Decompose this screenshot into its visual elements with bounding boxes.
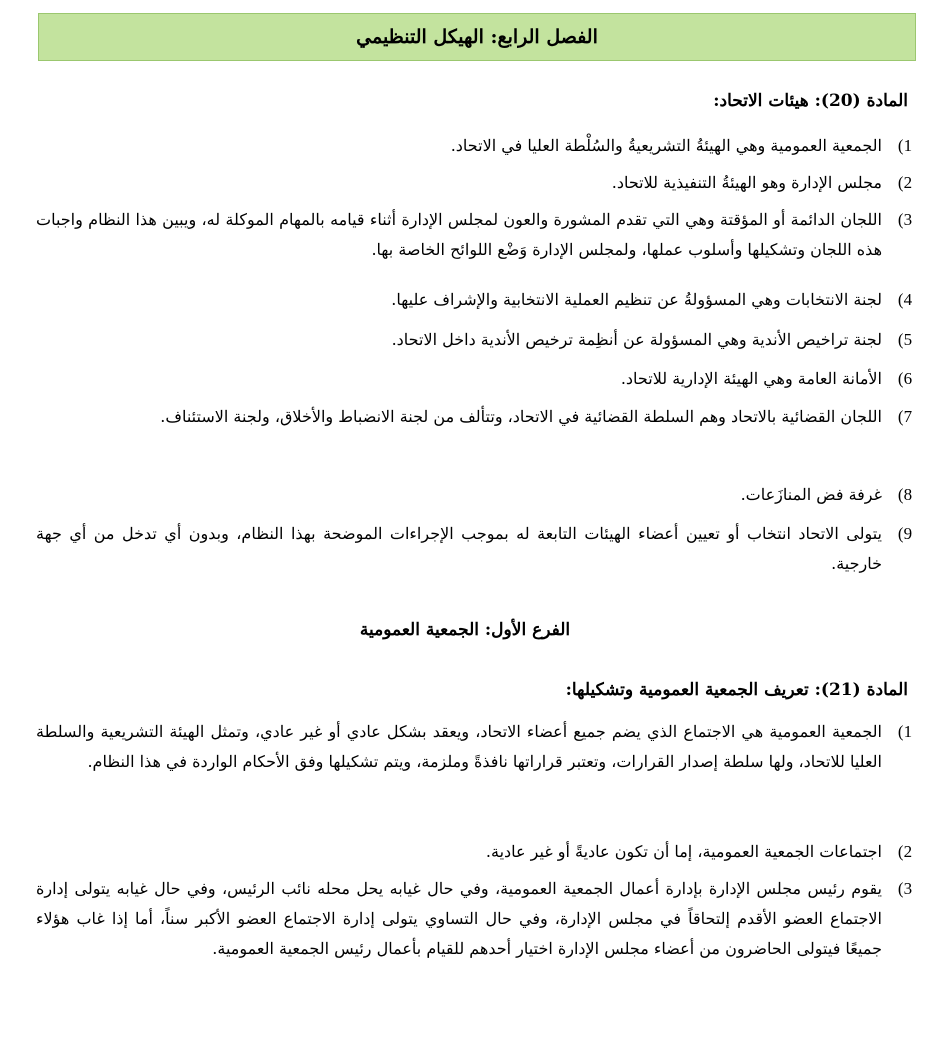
item-number: 1) [897, 136, 913, 155]
item-text: اجتماعات الجمعية العمومية، إما أن تكون عاديةً أو غير عادية. [485, 842, 882, 861]
item-text: لجنة تراخيص الأندية وهي المسؤولة عن أنظِمة ترخيص الأندية داخل الاتحاد. [391, 330, 882, 349]
article-20-item-5 [36, 325, 916, 355]
article-21-item-1 [36, 717, 916, 777]
article-21-item-3 [36, 874, 916, 964]
item-number: 2) [897, 842, 913, 861]
item-text: لجنة الانتخابات وهي المسؤولةُ عن تنظيم العملية الانتخابية والإشراف عليها. [391, 290, 882, 309]
item-text: يقوم رئيس مجلس الإدارة بإدارة أعمال الجمعية العمومية، وفي حال غيابه يحل محله نائب الرئيس، وفي حال غيابه يتولى إدارة الاجتماع العضو الأقدم إلتحاقاً في مجلس الإدارة، وفي حال التساوي يتولى إدارة الاجتماع العضو الأكبر سناً، أما إذا غاب هؤلاء جميعًا فيتولى الحاضرون من أعضاء مجلس الإدارة اختيار أحدهم للقيام بأعمال رئيس الجمعية العمومية. [36, 879, 883, 958]
item-text: غرفة فض المنازَعات. [740, 485, 882, 504]
item-text: اللجان الدائمة أو المؤقتة وهي التي تقدم المشورة والعون لمجلس الإدارة أثناء قيامه بالمهام الموكلة له، ويبين هذا النظام واجبات هذه اللجان وتشكيلها وأسلوب عملها، ولمجلس الإدارة وَضْع اللوائح الخاصة بها. [36, 210, 882, 259]
item-number: 9) [897, 524, 913, 543]
article-20-item-4 [36, 285, 916, 315]
item-number: 5) [897, 330, 913, 349]
section-1-title: الفرع الأول: الجمعية العمومية [359, 620, 571, 640]
article-20-item-2 [36, 168, 916, 198]
chapter-title: الفصل الرابع: الهيكل التنظيمي [356, 26, 598, 48]
item-number: 7) [897, 407, 913, 426]
article-20-item-7 [36, 402, 916, 432]
item-number: 3) [897, 879, 913, 898]
item-text: الجمعية العمومية وهي الهيئةُ التشريعيةُ والسُلْطة العليا في الاتحاد. [450, 136, 882, 155]
article-20-item-6 [36, 364, 916, 394]
chapter-header [38, 13, 916, 61]
item-number: 4) [897, 290, 913, 309]
article-20-item-1 [36, 131, 916, 161]
article-20-item-8 [36, 480, 916, 510]
item-text: يتولى الاتحاد انتخاب أو تعيين أعضاء الهيئات التابعة له بموجب الإجراءات الموضحة بهذا النظام، وبدون أي تدخل من أي جهة خارجية. [36, 524, 882, 573]
article-20-title: المادة (20): هيئات الاتحاد: [713, 91, 908, 111]
item-text: الجمعية العمومية هي الاجتماع الذي يضم جميع أعضاء الاتحاد، ويعقد بشكل عادي أو غير عادي، وتمثل الهيئة التشريعية والسلطة العليا للاتحاد، ولها سلطة إصدار القرارات، وتعتبر قراراتها نافذةً وملزمة، ويتم تشكيلها وفق الأحكام الواردة في هذا النظام. [36, 722, 882, 771]
item-text: اللجان القضائية بالاتحاد وهم السلطة القضائية في الاتحاد، وتتألف من لجنة الانضباط والأخلاق، ولجنة الاستئناف. [160, 407, 882, 426]
item-text: الأمانة العامة وهي الهيئة الإدارية للاتحاد. [620, 369, 882, 388]
article-20-item-9 [36, 519, 916, 579]
item-text: مجلس الإدارة وهو الهيئةُ التنفيذية للاتحاد. [611, 173, 882, 192]
article-21-title: المادة (21): تعريف الجمعية العمومية وتشكيلها: [565, 680, 908, 700]
article-21-item-2 [36, 837, 916, 867]
item-number: 3) [897, 210, 913, 229]
item-number: 6) [897, 369, 913, 388]
item-number: 1) [897, 722, 913, 741]
item-number: 8) [897, 485, 913, 504]
item-number: 2) [897, 173, 913, 192]
article-20-item-3 [36, 205, 916, 265]
